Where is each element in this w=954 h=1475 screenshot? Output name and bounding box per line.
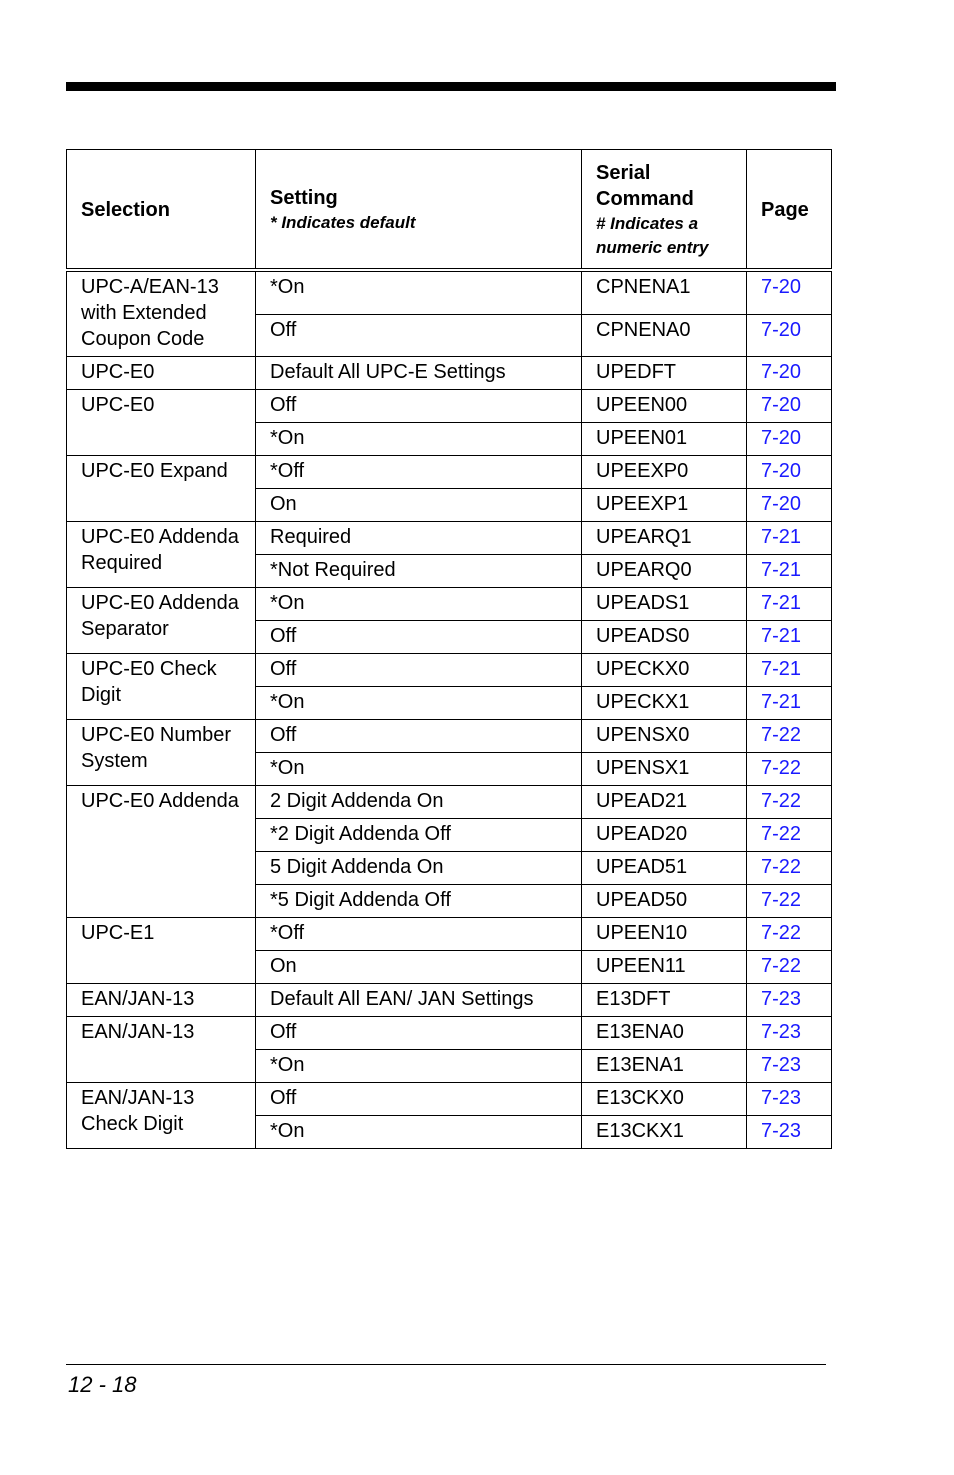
page-link[interactable]: 7-22 — [747, 819, 832, 852]
command-cell: UPEADS1 — [582, 588, 747, 621]
command-cell: UPEEXP0 — [582, 456, 747, 489]
page-link[interactable]: 7-21 — [747, 522, 832, 555]
page-link[interactable]: 7-21 — [747, 654, 832, 687]
table-row — [67, 588, 832, 621]
header-setting: Setting * Indicates default — [256, 150, 582, 271]
command-cell: UPEEN10 — [582, 918, 747, 951]
page-link[interactable]: 7-22 — [747, 786, 832, 819]
command-cell: E13ENA0 — [582, 1017, 747, 1050]
page-link[interactable]: 7-22 — [747, 918, 832, 951]
command-cell: UPENSX1 — [582, 753, 747, 786]
table-row — [67, 456, 832, 489]
setting-cell: Off — [256, 720, 582, 753]
table-row — [67, 1083, 832, 1116]
setting-cell: *On — [256, 687, 582, 720]
table-row — [67, 1017, 832, 1050]
page-link[interactable]: 7-20 — [747, 390, 832, 423]
command-cell: UPEAD21 — [582, 786, 747, 819]
setting-cell: Required — [256, 522, 582, 555]
table-row — [67, 357, 832, 390]
command-cell: UPEARQ1 — [582, 522, 747, 555]
header-page: Page — [747, 150, 832, 271]
command-cell: UPEAD20 — [582, 819, 747, 852]
setting-cell: *On — [256, 1116, 582, 1149]
header-setting-note: * Indicates default — [270, 213, 416, 232]
command-cell: UPEAD51 — [582, 852, 747, 885]
setting-cell: Off — [256, 390, 582, 423]
page-link[interactable]: 7-20 — [747, 314, 832, 356]
selection-cell: UPC-E0 Number System — [67, 720, 256, 786]
selection-cell: UPC-E0 Addenda Required — [67, 522, 256, 588]
command-cell: UPEEXP1 — [582, 489, 747, 522]
selection-cell: EAN/JAN-13 Check Digit — [67, 1083, 256, 1149]
command-cell: E13ENA1 — [582, 1050, 747, 1083]
page-link[interactable]: 7-20 — [747, 270, 832, 314]
setting-cell: 5 Digit Addenda On — [256, 852, 582, 885]
table-row — [67, 522, 832, 555]
selection-cell: UPC-E0 — [67, 357, 256, 390]
command-cell: UPEDFT — [582, 357, 747, 390]
page-link[interactable]: 7-22 — [747, 753, 832, 786]
page-number: 12 - 18 — [68, 1372, 137, 1397]
selection-cell: UPC-E0 Addenda Separator — [67, 588, 256, 654]
command-cell: UPEEN01 — [582, 423, 747, 456]
page-link[interactable]: 7-21 — [747, 555, 832, 588]
command-cell: CPNENA1 — [582, 270, 747, 314]
page-link[interactable]: 7-22 — [747, 885, 832, 918]
page-link[interactable]: 7-20 — [747, 456, 832, 489]
selection-cell: UPC-E0 Expand — [67, 456, 256, 522]
table-row — [67, 984, 832, 1017]
header-serial-note: # Indicates a numeric entry — [596, 214, 709, 257]
setting-cell: *On — [256, 423, 582, 456]
table-row — [67, 654, 832, 687]
setting-cell: Default All UPC-E Settings — [256, 357, 582, 390]
page-link[interactable]: 7-23 — [747, 1083, 832, 1116]
page-link[interactable]: 7-23 — [747, 1050, 832, 1083]
bottom-rule — [66, 1364, 826, 1365]
page-link[interactable]: 7-23 — [747, 984, 832, 1017]
command-cell: UPECKX0 — [582, 654, 747, 687]
command-cell: CPNENA0 — [582, 314, 747, 356]
setting-cell: Default All EAN/ JAN Settings — [256, 984, 582, 1017]
setting-cell: Off — [256, 654, 582, 687]
selection-cell: UPC-A/EAN-13 with Extended Coupon Code — [67, 270, 256, 357]
table-row — [67, 270, 832, 314]
page-link[interactable]: 7-21 — [747, 588, 832, 621]
page-link[interactable]: 7-23 — [747, 1116, 832, 1149]
page-link[interactable]: 7-20 — [747, 357, 832, 390]
selection-cell: EAN/JAN-13 — [67, 984, 256, 1017]
table-header-row — [67, 150, 832, 271]
table-row — [67, 918, 832, 951]
page-link[interactable]: 7-22 — [747, 852, 832, 885]
page-link[interactable]: 7-23 — [747, 1017, 832, 1050]
setting-cell: Off — [256, 314, 582, 356]
selection-cell: UPC-E1 — [67, 918, 256, 984]
setting-cell: *Off — [256, 918, 582, 951]
selection-cell: UPC-E0 — [67, 390, 256, 456]
header-selection: Selection — [67, 150, 256, 271]
setting-cell: *5 Digit Addenda Off — [256, 885, 582, 918]
setting-cell: *Off — [256, 456, 582, 489]
header-serial-command: Serial Command # Indicates a numeric entry — [582, 150, 747, 271]
setting-cell: *On — [256, 1050, 582, 1083]
table-row — [67, 390, 832, 423]
command-cell: UPEEN00 — [582, 390, 747, 423]
top-rule — [66, 82, 836, 91]
setting-cell: *2 Digit Addenda Off — [256, 819, 582, 852]
setting-cell: Off — [256, 1083, 582, 1116]
table-row — [67, 720, 832, 753]
command-cell: E13DFT — [582, 984, 747, 1017]
setting-cell: *On — [256, 753, 582, 786]
setting-cell: Off — [256, 621, 582, 654]
command-cell: E13CKX0 — [582, 1083, 747, 1116]
page-link[interactable]: 7-20 — [747, 423, 832, 456]
setting-cell: On — [256, 951, 582, 984]
table-row — [67, 786, 832, 819]
command-cell: UPENSX0 — [582, 720, 747, 753]
command-cell: UPEARQ0 — [582, 555, 747, 588]
command-cell: UPEEN11 — [582, 951, 747, 984]
command-cell: UPECKX1 — [582, 687, 747, 720]
page-link[interactable]: 7-22 — [747, 951, 832, 984]
page-link[interactable]: 7-21 — [747, 621, 832, 654]
setting-cell: On — [256, 489, 582, 522]
selection-cell: UPC-E0 Addenda — [67, 786, 256, 918]
page-link[interactable]: 7-22 — [747, 720, 832, 753]
page-link[interactable]: 7-21 — [747, 687, 832, 720]
page-link[interactable]: 7-20 — [747, 489, 832, 522]
selection-cell: EAN/JAN-13 — [67, 1017, 256, 1083]
command-cell: UPEADS0 — [582, 621, 747, 654]
setting-cell: Off — [256, 1017, 582, 1050]
serial-command-table — [66, 149, 832, 1149]
command-cell: E13CKX1 — [582, 1116, 747, 1149]
setting-cell: *On — [256, 270, 582, 314]
table-body — [67, 270, 832, 1149]
setting-cell: 2 Digit Addenda On — [256, 786, 582, 819]
command-cell: UPEAD50 — [582, 885, 747, 918]
setting-cell: *Not Required — [256, 555, 582, 588]
selection-cell: UPC-E0 Check Digit — [67, 654, 256, 720]
setting-cell: *On — [256, 588, 582, 621]
